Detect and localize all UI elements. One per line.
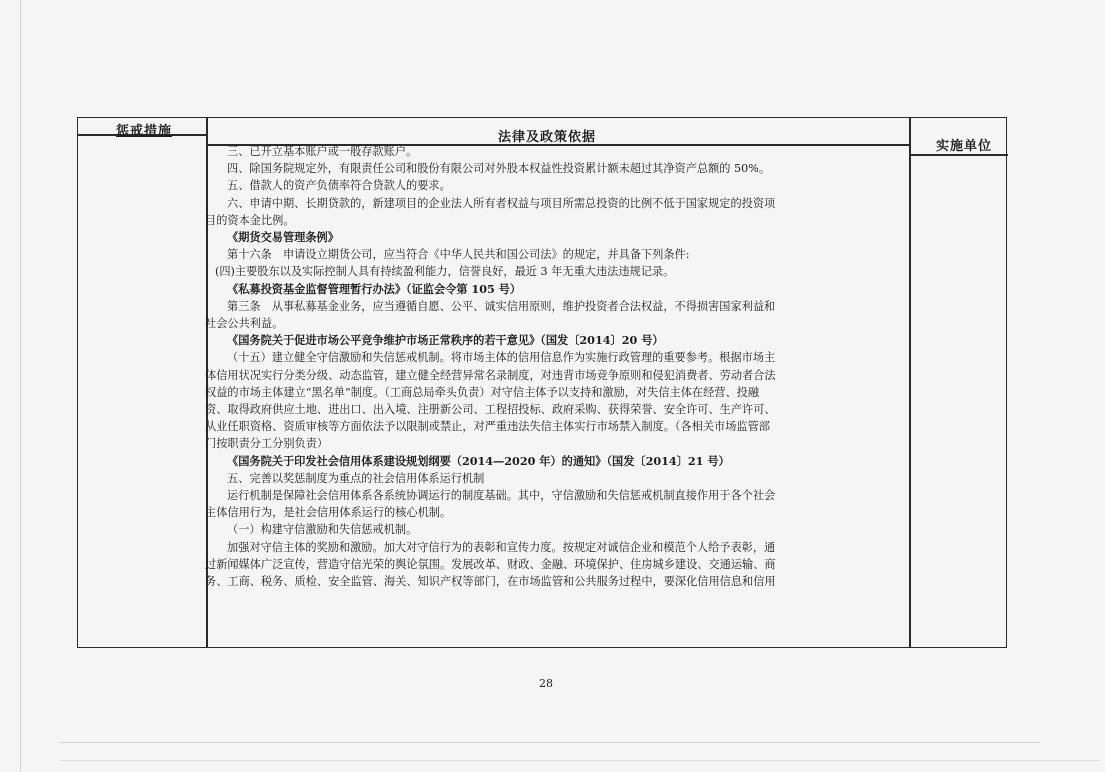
text-line: 《期货交易管理条例》 — [227, 230, 339, 245]
text-line: 门按职责分工分别负责） — [205, 437, 329, 451]
law-text-body — [205, 143, 910, 590]
scan-edge-bottom-2 — [60, 760, 1100, 761]
text-line: 体信用状况实行分类分级、动态监管，建立健全经营异常名录制度，对违背市场竞争原则和侵犯消费者、劳动者合法 — [205, 368, 776, 382]
text-line: 目的资本金比例。 — [205, 213, 295, 227]
text-line: 《国务院关于印发社会信用体系建设规划纲要（2014—2020 年）的通知》（国发〔2014〕21 号） — [227, 453, 730, 468]
text-line: (四)主要股东以及实际控制人具有持续盈利能力，信誉良好，最近 3 年无重大违法违规记录。 — [215, 265, 675, 279]
text-line: 六、申请中期、长期贷款的，新建项目的企业法人所有者权益与项目所需总投资的比例不低于国家规定的投资项 — [227, 196, 776, 210]
text-line: 三、已开立基本账户或一般存款账户。 — [227, 145, 418, 158]
header-measure: 惩戒措施 — [116, 124, 173, 139]
text-line: 《私募投资基金监督管理暂行办法》（证监会令第 105 号） — [227, 281, 522, 296]
text-line: （一）构建守信激励和失信惩戒机制。 — [227, 523, 418, 537]
header-unit: 实施单位 — [936, 139, 993, 154]
text-line: 资、取得政府供应土地、进出口、出入境、注册新公司、工程招投标、政府采购、获得荣誉、安全许可、生产许可、 — [205, 403, 776, 417]
text-line: （十五）建立健全守信激励和失信惩戒机制。将市场主体的信用信息作为实施行政管理的重要参考。根据市场主 — [227, 351, 776, 365]
text-line: 社会公共利益。 — [205, 317, 284, 331]
text-line: 第三条 从事私募基金业务，应当遵循自愿、公平、诚实信用原则，维护投资者合法权益，不得损害国家利益和 — [227, 299, 776, 313]
text-line: 务、工商、税务、质检、安全监管、海关、知识产权等部门，在市场监管和公共服务过程中，要深化信用信息和信用 — [205, 575, 776, 589]
text-line: 加强对守信主体的奖励和激励。加大对守信行为的表彰和宣传力度。按规定对诚信企业和模范个人给予表彰，通 — [227, 540, 776, 554]
page-number: 28 — [539, 677, 553, 690]
text-line: 过新闻媒体广泛宣传，营造守信光荣的舆论氛围。发展改革、财政、金融、环境保护、住房城乡建设、交通运输、商 — [205, 557, 776, 571]
scan-edge-bottom — [60, 742, 1040, 743]
header-law: 法律及政策依据 — [498, 130, 597, 145]
text-line: 第十六条 申请设立期货公司，应当符合《中华人民共和国公司法》的规定，并具备下列条件: — [227, 248, 690, 262]
text-line: 主体信用行为，是社会信用体系运行的核心机制。 — [205, 506, 452, 520]
text-line: 四、除国务院规定外，有限责任公司和股份有限公司对外股本权益性投资累计额未超过其净资产总额的 50%。 — [227, 162, 771, 176]
text-line: 运行机制是保障社会信用体系各系统协调运行的制度基础。其中，守信激励和失信惩戒机制直接作用于各个社会 — [227, 489, 776, 503]
text-line: 五、完善以奖惩制度为重点的社会信用体系运行机制 — [227, 471, 485, 485]
text-line: 《国务院关于促进市场公平竞争维护市场正常秩序的若干意见》（国发〔2014〕20 号） — [227, 333, 664, 348]
text-line: 权益的市场主体建立“黑名单”制度。（工商总局牵头负责）对守信主体予以支持和激励，对失信主体在经营、投融 — [205, 385, 760, 399]
header-rule-unit — [909, 154, 1008, 156]
text-line: 从业任职资格、资质审核等方面依法予以限制或禁止，对严重违法失信主体实行市场禁入制度。（各相关市场监管部 — [205, 420, 770, 434]
text-line: 五、借款人的资产负债率符合贷款人的要求。 — [227, 179, 451, 193]
scan-edge-left — [20, 0, 21, 772]
